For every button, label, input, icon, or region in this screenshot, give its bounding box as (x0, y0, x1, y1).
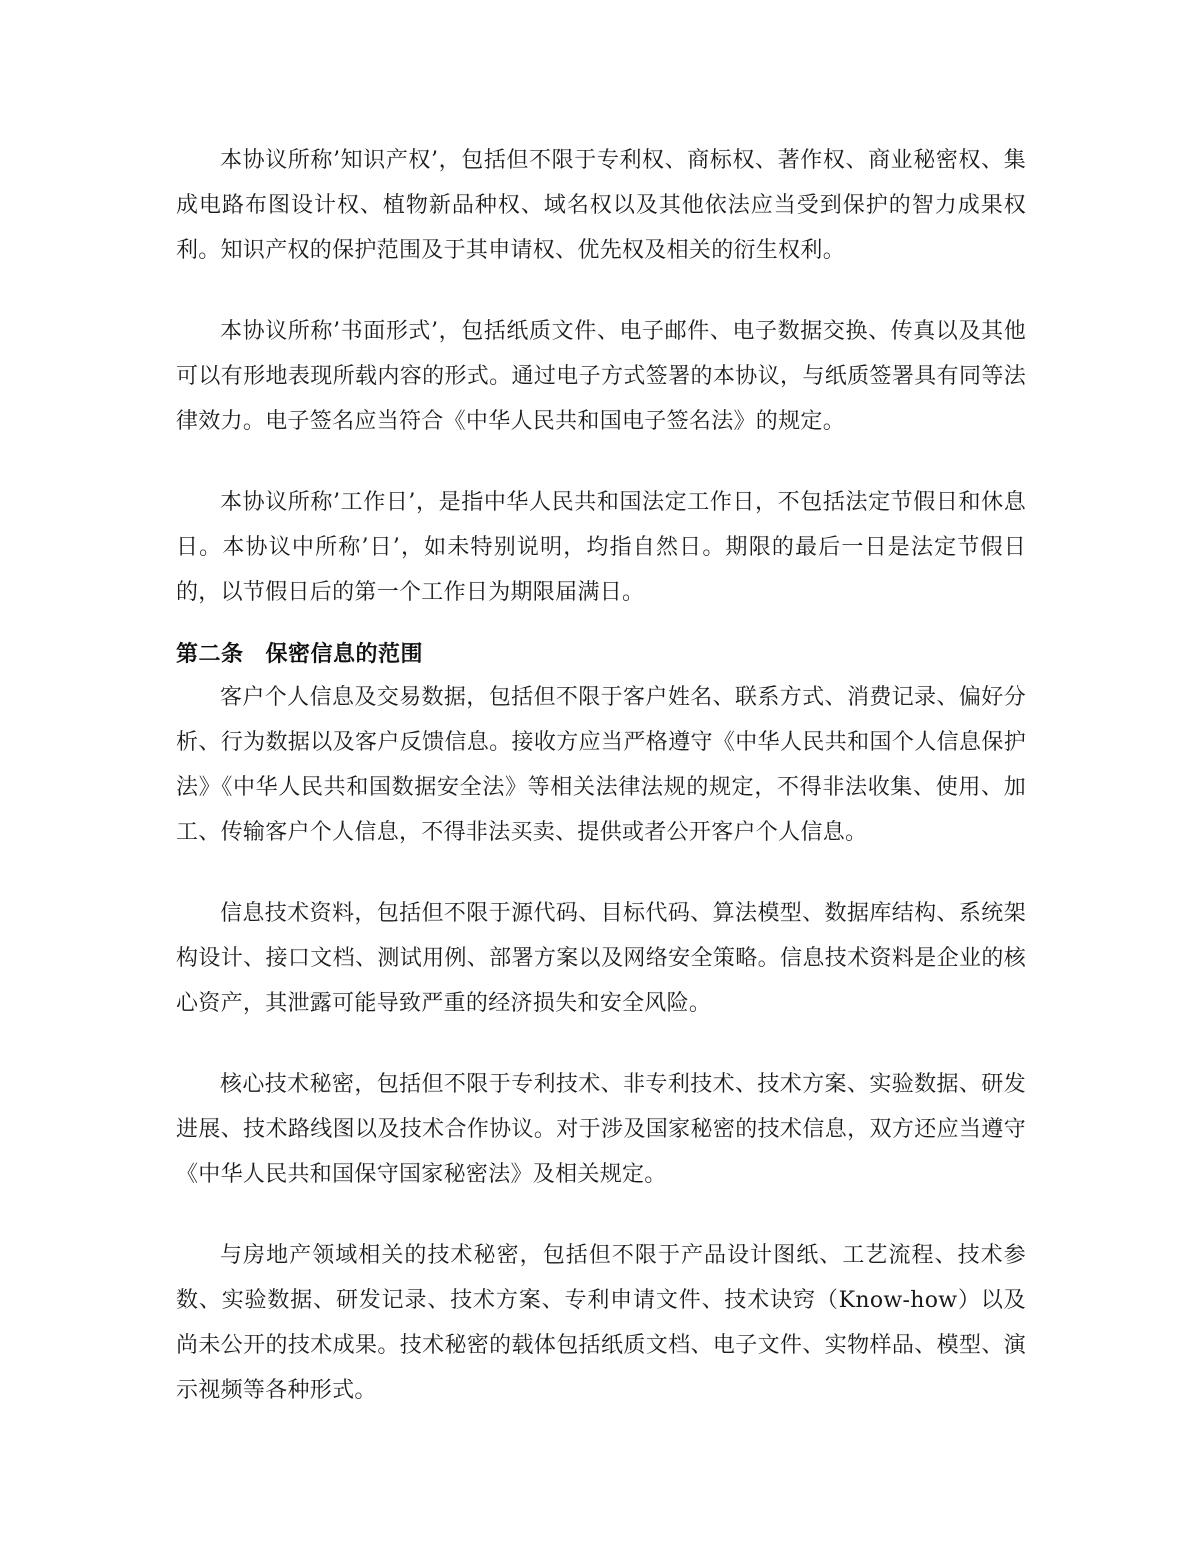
paragraph-working-day-definition: 本协议所称’工作日’，是指中华人民共和国法定工作日，不包括法定节假日和休息日。本协议中所称’日’，如未特别说明，均指自然日。期限的最后一日是法定节假日的，以节假日后的第一个工作日为期限届满日。 (176, 490, 1026, 605)
paragraph-intellectual-property-definition: 本协议所称’知识产权’，包括但不限于专利权、商标权、著作权、商业秘密权、集成电路布图设计权、植物新品种权、域名权以及其他依法应当受到保护的智力成果权利。知识产权的保护范围及于其申请权、优先权及相关的衍生权利。 (176, 148, 1026, 263)
paragraph-it-materials: 信息技术资料，包括但不限于源代码、目标代码、算法模型、数据库结构、系统架构设计、接口文档、测试用例、部署方案以及网络安全策略。信息技术资料是企业的核心资产，其泄露可能导致严重的经济损失和安全风险。 (176, 901, 1026, 1016)
section-title: 保密信息的范围 (265, 642, 424, 667)
paragraph-real-estate-technical-secrets: 与房地产领域相关的技术秘密，包括但不限于产品设计图纸、工艺流程、技术参数、实验数据、研发记录、技术方案、专利申请文件、技术诀窍（Know-how）以及尚未公开的技术成果。技术秘密的载体包括纸质文档、电子文件、实物样品、模型、演示视频等各种形式。 (176, 1243, 1026, 1403)
paragraph-written-form-definition: 本协议所称’书面形式’，包括纸质文件、电子邮件、电子数据交换、传真以及其他可以有形地表现所载内容的形式。通过电子方式签署的本协议，与纸质签署具有同等法律效力。电子签名应当符合《中华人民共和国电子签名法》的规定。 (176, 319, 1026, 434)
paragraph-customer-personal-info: 客户个人信息及交易数据，包括但不限于客户姓名、联系方式、消费记录、偏好分析、行为数据以及客户反馈信息。接收方应当严格遵守《中华人民共和国个人信息保护法》《中华人民共和国数据安全法》等相关法律法规的规定，不得非法收集、使用、加工、传输客户个人信息，不得非法买卖、提供或者公开客户个人信息。 (176, 685, 1026, 845)
section-heading (176, 635, 1026, 675)
document-body (176, 138, 1026, 1449)
section-number: 第二条 (176, 642, 244, 667)
paragraph-core-technical-secrets: 核心技术秘密，包括但不限于专利技术、非专利技术、技术方案、实验数据、研发进展、技术路线图以及技术合作协议。对于涉及国家秘密的技术信息，双方还应当遵守《中华人民共和国保守国家秘密法》及相关规定。 (176, 1072, 1026, 1187)
